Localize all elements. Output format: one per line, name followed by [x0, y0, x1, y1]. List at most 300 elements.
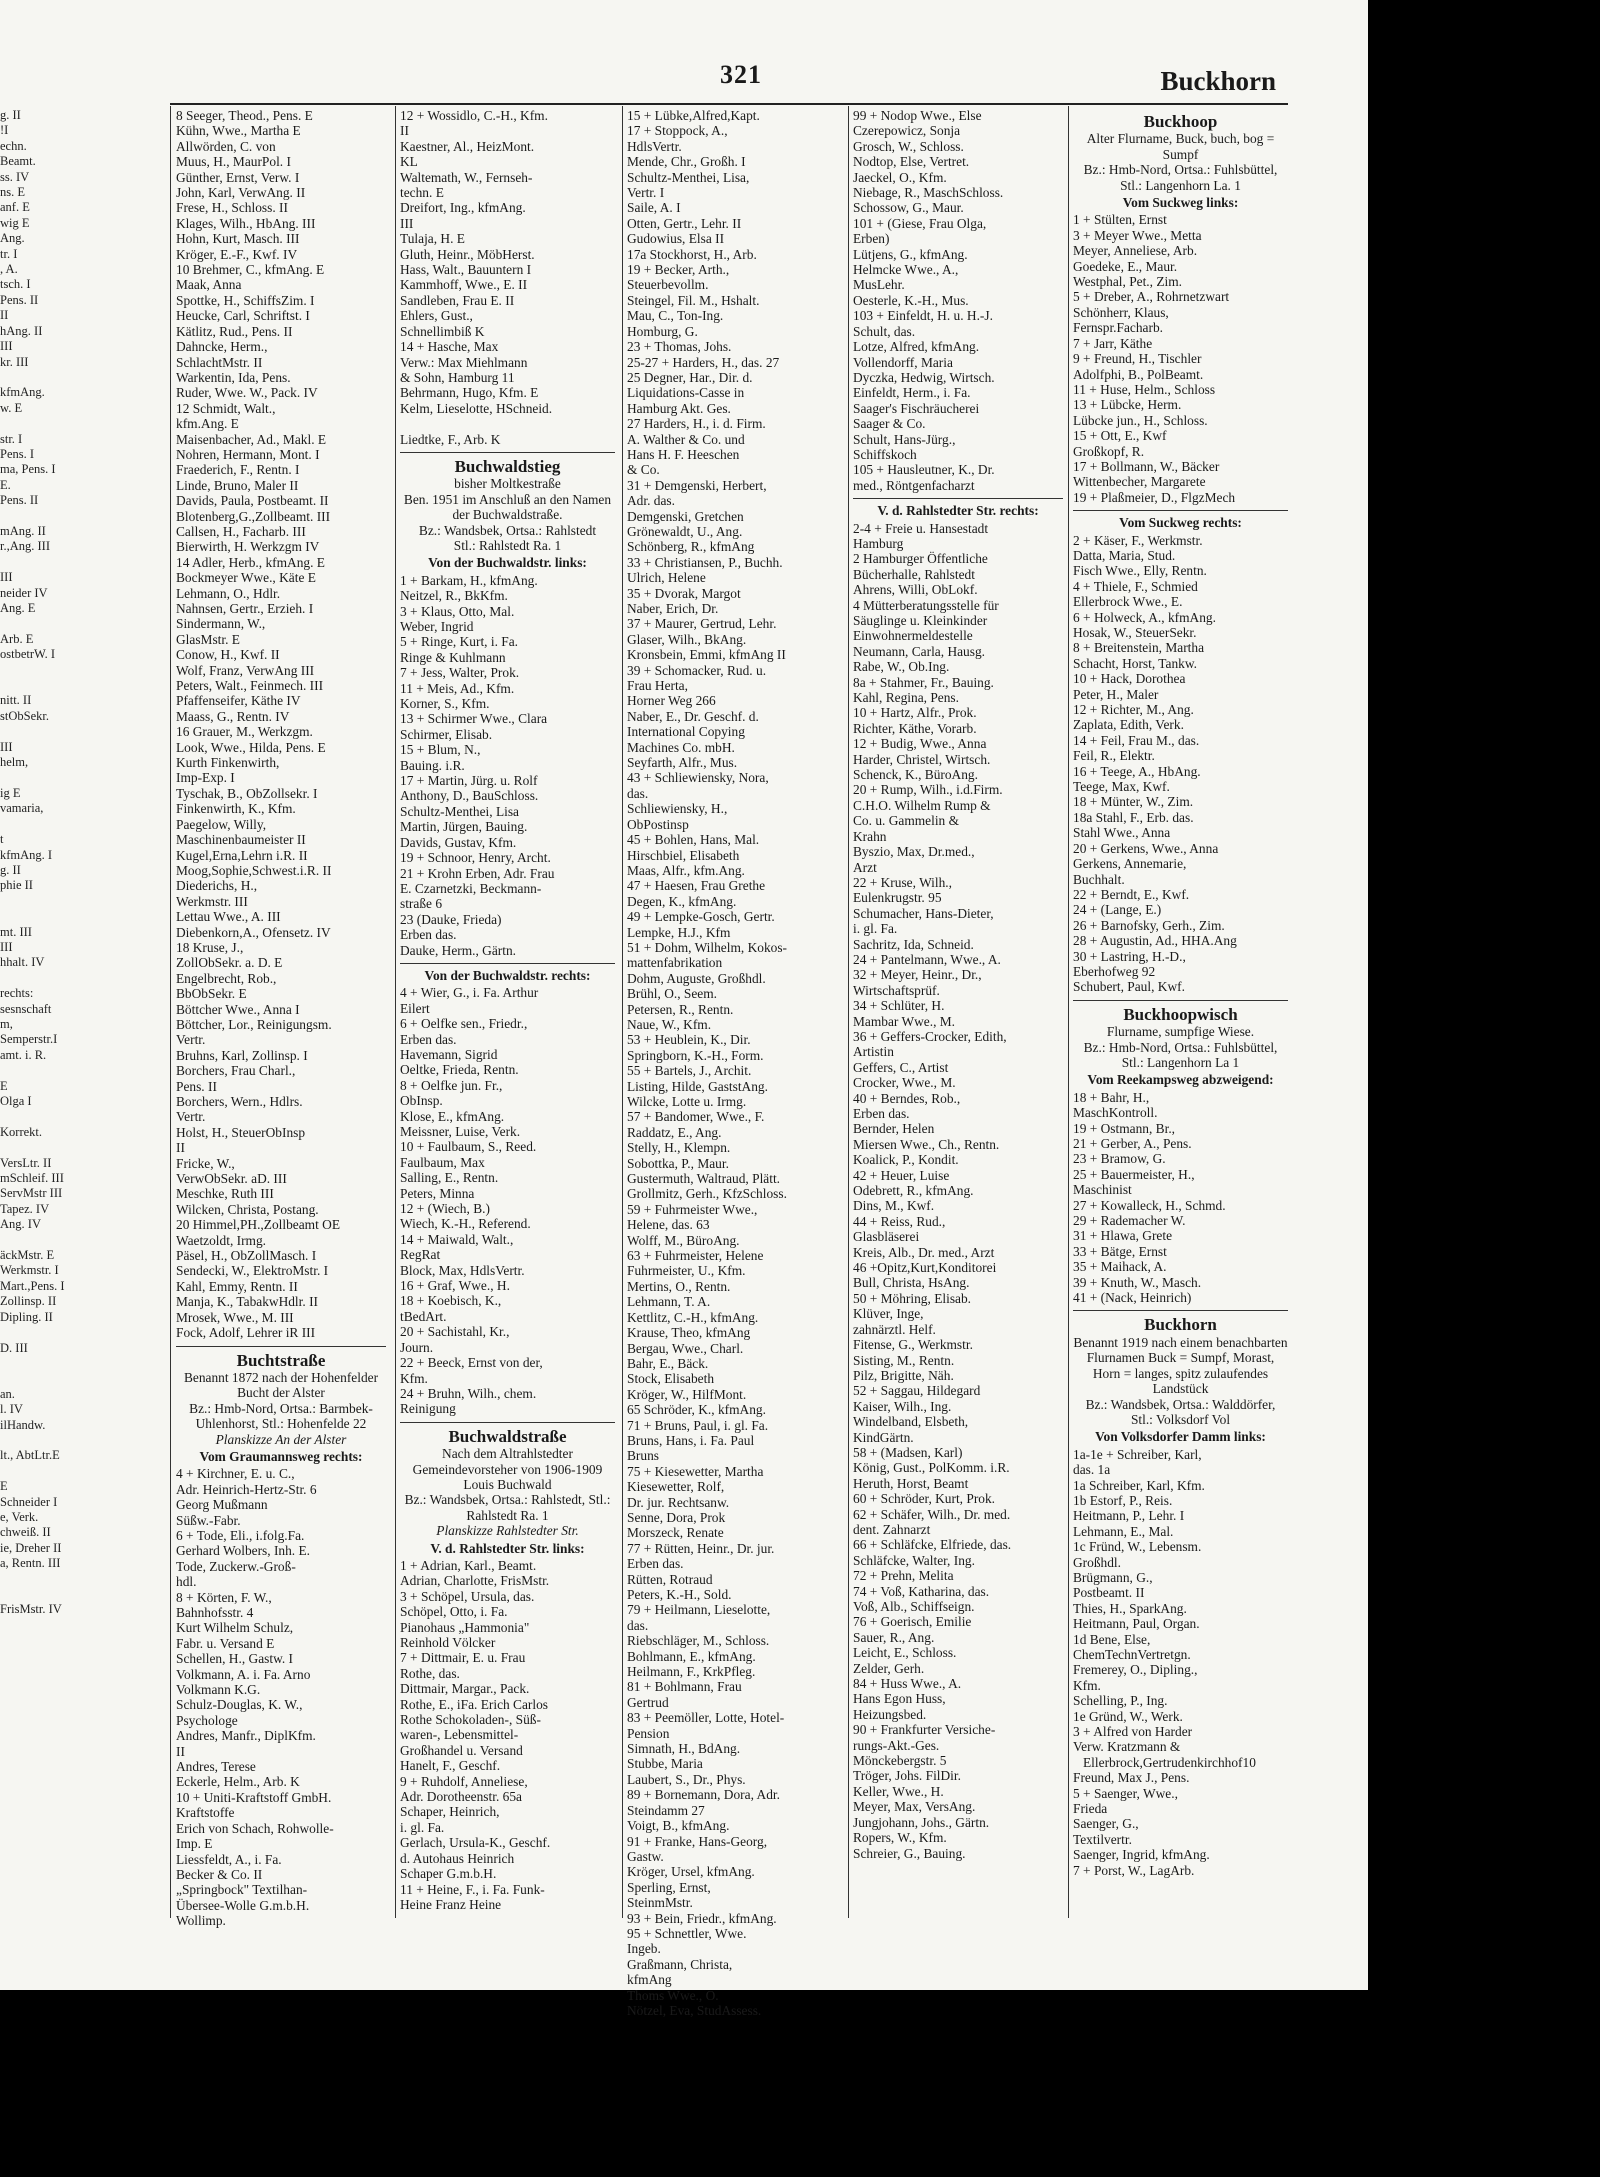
resident-entry: Glasbläserei — [853, 1229, 920, 1245]
left-edge-fragment — [0, 817, 86, 832]
resident-entry: HdlsVertr. — [627, 138, 682, 154]
resident-entry: Postbeamt. II — [1073, 1585, 1145, 1601]
resident-entry: 2 + Käser, F., Werkmstr. — [1073, 532, 1203, 548]
resident-entry: 16 + Teege, A., HbAng. — [1073, 763, 1201, 779]
resident-entry: Zelder, Gerh. — [853, 1660, 925, 1676]
resident-entry: III — [400, 215, 414, 231]
left-edge-fragment — [0, 1587, 86, 1602]
resident-entry: Maass, G., Rentn. IV — [176, 708, 290, 724]
resident-entry: Grönewaldt, U., Ang. — [627, 523, 743, 539]
resident-entry: Vollendorff, Maria — [853, 354, 953, 370]
resident-entry: Holst, H., SteuerObInsp — [176, 1124, 306, 1140]
resident-entry: Neitzel, R., BkKfm. — [400, 588, 508, 604]
resident-entry: 101 + (Giese, Frau Olga, — [853, 215, 987, 231]
resident-entry: 7 + Dittmair, E. u. Frau — [400, 1650, 526, 1666]
resident-entry: Senne, Dora, Prok — [627, 1509, 726, 1525]
resident-entry: 22 + Beeck, Ernst von der, — [400, 1355, 543, 1371]
resident-entry: Pilz, Brigitte, Näh. — [853, 1367, 954, 1383]
left-edge-fragment — [0, 724, 86, 739]
resident-entry: Kahl, Regina, Pens. — [853, 690, 959, 706]
resident-entry: 18 + Münter, W., Zim. — [1073, 794, 1194, 810]
resident-entry: Süßw.-Fabr. — [176, 1512, 241, 1528]
resident-entry: 18 + Bahr, H., — [1073, 1089, 1150, 1105]
resident-entry: Pens. II — [176, 1078, 217, 1094]
resident-entry: Maisenbacher, Ad., Makl. E — [176, 431, 327, 447]
resident-entry: Schaper G.m.b.H. — [400, 1866, 497, 1882]
resident-entry: 2-4 + Freie u. Hansestadt — [853, 520, 989, 536]
left-edge-fragment: rechts: — [0, 986, 34, 1001]
column-3 — [627, 108, 842, 2018]
resident-entry: Volkmann, A. i. Fa. Arno — [176, 1666, 311, 1682]
resident-entry: tBedArt. — [400, 1308, 447, 1324]
resident-entry: Erben das. — [400, 927, 457, 943]
page-number: 321 — [720, 60, 762, 89]
section-separator — [853, 498, 1063, 499]
resident-entry: Otten, Gertr., Lehr. II — [627, 215, 742, 231]
resident-entry: Helene, das. 63 — [627, 1217, 710, 1233]
left-edge-fragment: Pens. II — [0, 292, 39, 307]
resident-entry: Gerhard Wolbers, Inh. E. — [176, 1543, 311, 1559]
left-edge-fragment: ma, Pens. I — [0, 462, 56, 477]
resident-entry: Stahl Wwe., Anna — [1073, 825, 1171, 841]
resident-entry: Waltemath, W., Fernseh- — [400, 169, 533, 185]
resident-entry: Kühn, Wwe., Martha E — [176, 123, 301, 139]
resident-entry: Verw.: Max Miehlmann — [400, 354, 528, 370]
resident-entry: 33 + Bätge, Ernst — [1073, 1243, 1167, 1259]
resident-entry: 49 + Lempke-Gosch, Gertr. — [627, 909, 775, 925]
resident-entry: rungs-Akt.-Ges. — [853, 1737, 940, 1753]
resident-entry: waren-, Lebensmittel- — [400, 1727, 519, 1743]
resident-entry: 79 + Heilmann, Lieselotte, — [627, 1602, 771, 1618]
resident-entry: Ruder, Wwe. W., Pack. IV — [176, 385, 318, 401]
resident-entry: Paegelow, Willy, — [176, 816, 267, 832]
resident-entry: Kröger, E.-F., Kwf. IV — [176, 246, 298, 262]
resident-entry: Werkmstr. III — [176, 893, 248, 909]
left-edge-fragment: ilHandw. — [0, 1417, 46, 1432]
column-4 — [853, 108, 1063, 1920]
resident-entry: 4 + Wier, G., i. Fa. Arthur — [400, 985, 539, 1001]
resident-entry: Pianohaus „Hammonia" — [400, 1619, 530, 1635]
left-edge-fragment: Tapez. IV — [0, 1201, 50, 1216]
resident-entry: 91 + Franke, Hans-Georg, — [627, 1833, 768, 1849]
resident-entry: 7 + Jarr, Käthe — [1073, 335, 1153, 351]
street-heading: Buchwaldstraße — [448, 1426, 567, 1446]
left-edge-fragment: t — [0, 832, 4, 847]
resident-entry: Kraftstoffe — [176, 1805, 235, 1821]
resident-entry: 7 + Jess, Walter, Prok. — [400, 665, 520, 681]
resident-entry: 15 + Lübke,Alfred,Kapt. — [627, 108, 760, 123]
resident-entry: Schliewiensky, H., — [627, 801, 728, 817]
resident-entry: Eberhofweg 92 — [1073, 963, 1156, 979]
resident-entry: 37 + Maurer, Gertrud, Lehr. — [627, 616, 777, 632]
left-edge-fragment: Arb. E — [0, 631, 34, 646]
resident-entry: 19 + Plaßmeier, D., FlgzMech — [1073, 489, 1236, 505]
resident-entry: SchlachtMstr. II — [176, 354, 263, 370]
resident-entry: 24 + Pantelmann, Wwe., A. — [853, 951, 1001, 967]
resident-entry: Kiesewetter, Rolf, — [627, 1479, 725, 1495]
left-page-edge — [0, 108, 86, 1920]
left-edge-fragment — [0, 1433, 86, 1448]
resident-entry: Wiech, K.-H., Referend. — [400, 1216, 531, 1232]
resident-entry: Schult, Hans-Jürg., — [853, 431, 956, 447]
resident-entry: Pension — [627, 1725, 670, 1741]
left-edge-fragment: kfmAng. — [0, 385, 45, 400]
left-edge-fragment: Schneider I — [0, 1494, 58, 1509]
street-note: Bz.: Hmb-Nord, Ortsa.: Fuhlsbüttel, Stl.: Langenhorn La. 1 — [1083, 162, 1278, 193]
left-edge-fragment: FrisMstr. IV — [0, 1602, 62, 1617]
resident-entry: 4 Mütterberatungsstelle für — [853, 597, 999, 613]
resident-entry: Kröger, Ursel, kfmAng. — [627, 1864, 755, 1880]
resident-entry: 19 + Becker, Arth., — [627, 262, 730, 278]
resident-entry: das. — [627, 1617, 649, 1633]
left-edge-fragment: Ang. — [0, 231, 25, 246]
resident-entry: Morszeck, Renate — [627, 1525, 724, 1541]
resident-entry: Hans H. F. Heeschen — [627, 446, 740, 462]
resident-entry: 4 + Kirchner, E. u. C., — [176, 1466, 295, 1482]
resident-entry: Sachritz, Ida, Schneid. — [853, 936, 974, 952]
resident-entry: E. Czarnetzki, Beckmann- — [400, 880, 542, 896]
left-edge-fragment: amt. i. R. — [0, 1047, 47, 1062]
left-edge-fragment — [0, 1140, 86, 1155]
direction-subheading: Vom Reekampsweg abzweigend: — [1087, 1072, 1274, 1088]
resident-entry: 74 + Voß, Katharina, das. — [853, 1583, 990, 1599]
resident-entry: Schellen, H., Gastw. I — [176, 1651, 294, 1667]
resident-entry: Sisting, M., Rentn. — [853, 1352, 955, 1368]
resident-entry: 16 Grauer, M., Werkzgm. — [176, 724, 313, 740]
resident-entry: 27 + Kowalleck, H., Schmd. — [1073, 1197, 1226, 1213]
resident-entry: 10 + Faulbaum, S., Reed. — [400, 1139, 537, 1155]
resident-entry: Voß, Alb., Schiffseign. — [853, 1599, 975, 1614]
resident-entry: Fuhrmeister, U., Kfm. — [627, 1263, 746, 1279]
resident-entry: Fabr. u. Versand E — [176, 1635, 275, 1651]
resident-entry: Saager's Fischräucherei — [853, 400, 980, 416]
resident-entry: Kurth Finkenwirth, — [176, 755, 280, 771]
resident-entry: 1a-1e + Schreiber, Karl, — [1073, 1446, 1202, 1462]
resident-entry: Bruns, Hans, i. Fa. Paul — [627, 1432, 755, 1448]
resident-entry: SteinmMstr. — [627, 1895, 693, 1911]
resident-entry: Sobottka, P., Maur. — [627, 1155, 729, 1171]
left-edge-fragment: r.,Ang. III — [0, 539, 50, 554]
resident-entry: Demgenski, Gretchen — [627, 508, 744, 524]
resident-entry: 84 + Huss Wwe., A. — [853, 1676, 962, 1692]
resident-entry: Erben) — [853, 231, 890, 247]
resident-entry: Salling, E., Rentn. — [400, 1170, 499, 1186]
resident-entry: Ingeb. — [627, 1941, 661, 1957]
resident-entry: Callsen, H., Facharb. III — [176, 523, 306, 539]
direction-subheading: Von der Buchwaldstr. links: — [428, 555, 587, 571]
resident-entry: Andres, Terese — [176, 1759, 256, 1775]
resident-entry: II — [176, 1743, 185, 1759]
resident-entry: Ropers, W., Kfm. — [853, 1830, 947, 1846]
left-edge-fragment: mt. III — [0, 924, 32, 939]
resident-entry: Hirschbiel, Elisabeth — [627, 847, 740, 863]
resident-entry: kfm.Ang. E — [176, 416, 239, 432]
resident-entry: Mende, Chr., Großh. I — [627, 154, 746, 170]
resident-entry: Schulz-Douglas, K. W., — [176, 1697, 303, 1713]
resident-entry: Kaiser, Wilh., Ing. — [853, 1398, 952, 1414]
resident-entry: Schiffskoch — [853, 446, 917, 462]
resident-entry: Mrosek, Wwe., M. III — [176, 1309, 294, 1325]
left-edge-fragment: l. IV — [0, 1402, 23, 1417]
resident-entry: Adrian, Charlotte, FrisMstr. — [400, 1573, 550, 1589]
resident-entry: Adr. das. — [627, 493, 675, 509]
resident-entry: 93 + Bein, Friedr., kfmAng. — [627, 1910, 777, 1926]
resident-entry: Tulaja, H. E — [400, 231, 465, 247]
resident-entry: Schultz-Menthei, Lisa, — [627, 169, 750, 185]
resident-entry: Dreifort, Ing., kfmAng. — [400, 200, 526, 216]
left-edge-fragment: e, Verk. — [0, 1509, 39, 1524]
resident-entry: 20 + Rump, Wilh., i.d.Firm. — [853, 782, 1003, 798]
resident-entry: Oesterle, K.-H., Mus. — [853, 292, 969, 308]
resident-entry: Tode, Zuckerw.-Groß- — [176, 1558, 296, 1574]
resident-entry: Bahr, E., Bäck. — [627, 1355, 709, 1371]
resident-entry: 99 + Nodop Wwe., Else — [853, 108, 982, 123]
resident-entry: 1 + Adrian, Karl., Beamt. — [400, 1557, 537, 1573]
resident-entry: Saile, A. I — [627, 200, 681, 216]
resident-entry: 57 + Bandomer, Wwe., F. — [627, 1109, 765, 1125]
resident-entry: Schultz-Menthei, Lisa — [400, 803, 519, 819]
resident-entry: Thies, H., SparkAng. — [1073, 1600, 1187, 1616]
resident-entry: Böttcher Wwe., Anna I — [176, 1001, 300, 1017]
left-edge-fragment: !I — [0, 123, 9, 138]
resident-entry: 1c Fründ, W., Lebensm. — [1073, 1539, 1202, 1555]
resident-entry: Peters, K.-H., Sold. — [627, 1587, 732, 1602]
left-edge-fragment: echn. — [0, 138, 27, 153]
left-edge-fragment: hhalt. IV — [0, 955, 45, 970]
resident-entry: Adr. Dorotheenstr. 65a — [400, 1789, 522, 1805]
resident-entry: Kettlitz, C.-H., kfmAng. — [627, 1309, 759, 1325]
resident-entry: 15 + Ott, E., Kwf — [1073, 428, 1167, 444]
left-edge-fragment: ie, Dreher II — [0, 1540, 62, 1555]
left-edge-fragment: hAng. II — [0, 323, 43, 338]
resident-entry: Goedeke, E., Maur. — [1073, 258, 1178, 274]
left-edge-fragment — [0, 555, 86, 570]
left-edge-fragment: sesnschaft — [0, 1001, 52, 1016]
street-note: bisher Moltkestraße — [454, 476, 561, 492]
resident-entry: 55 + Bartels, J., Archit. — [627, 1063, 752, 1079]
resident-entry: Ahrens, Willi, ObLokf. — [853, 582, 978, 598]
resident-entry: 23 (Dauke, Frieda) — [400, 911, 502, 927]
resident-entry: 35 + Maihack, A. — [1073, 1259, 1167, 1275]
resident-entry: Moog,Sophie,Schwest.i.R. II — [176, 862, 332, 878]
resident-entry: ChemTechnVertretgn. — [1073, 1647, 1191, 1662]
left-edge-fragment — [0, 1356, 86, 1371]
resident-entry: Mambar Wwe., M. — [853, 1013, 956, 1029]
resident-entry: mattenfabrikation — [627, 955, 723, 971]
resident-entry: Jungjohann, Johs., Gärtn. — [853, 1814, 990, 1830]
resident-entry: 66 + Schläfcke, Elfriede, das. — [853, 1537, 1012, 1553]
left-edge-fragment: Zollinsp. II — [0, 1294, 57, 1309]
resident-entry: KindGärtn. — [853, 1429, 914, 1445]
left-edge-fragment: mAng. II — [0, 523, 46, 538]
resident-entry: Naber, E., Dr. Geschf. d. — [627, 708, 759, 724]
resident-entry: „Springbock" Textilhan- — [176, 1882, 308, 1898]
resident-entry: Günther, Ernst, Verw. I — [176, 169, 300, 185]
resident-entry: 12 + Richter, M., Ang. — [1073, 702, 1194, 718]
resident-entry: Jaeckel, O., Kfm. — [853, 169, 947, 185]
resident-entry: John, Karl, VerwAng. II — [176, 185, 306, 201]
left-edge-fragment — [0, 971, 86, 986]
resident-entry: Helmcke Wwe., A., — [853, 262, 959, 278]
resident-entry: Klages, Wilh., HbAng. III — [176, 215, 316, 231]
left-edge-fragment: Pens. I — [0, 446, 35, 461]
resident-entry: Liessfeldt, A., i. Fa. — [176, 1851, 282, 1867]
resident-entry: Heizungsbed. — [853, 1706, 927, 1722]
resident-entry: 13 + Schirmer Wwe., Clara — [400, 711, 548, 727]
resident-entry: Graßmann, Christa, — [627, 1956, 733, 1972]
left-edge-fragment: Semperstr.I — [0, 1032, 58, 1047]
resident-entry: Rothe, E., iFa. Erich Carlos — [400, 1696, 549, 1712]
resident-entry: 16 + Graf, Wwe., H. — [400, 1278, 510, 1294]
resident-entry: Engelbrecht, Rob., — [176, 970, 277, 986]
resident-entry: 9 + Freund, H., Tischler — [1073, 351, 1202, 367]
resident-entry: Schossow, G., Maur. — [853, 200, 964, 216]
resident-entry: II — [400, 123, 409, 139]
resident-entry: 14 Adler, Herb., kfmAng. E — [176, 554, 325, 570]
resident-entry: ObPostinsp — [627, 816, 689, 832]
resident-entry: 22 + Berndt, E., Kwf. — [1073, 886, 1190, 902]
resident-entry: Korner, S., Kfm. — [400, 696, 490, 712]
resident-entry: 5 + Dreber, A., Rohrnetzwart — [1073, 289, 1230, 305]
resident-entry: Odebrett, R., kfmAng. — [853, 1183, 974, 1199]
left-edge-fragment: III — [0, 939, 13, 954]
resident-entry: 11 + Heine, F., i. Fa. Funk- — [400, 1881, 545, 1897]
resident-entry: Dins, M., Kwf. — [853, 1198, 935, 1214]
plan-reference: Planskizze An der Alster — [215, 1431, 347, 1447]
left-edge-fragment: Ang. E — [0, 601, 36, 615]
direction-subheading: Vom Suckweg rechts: — [1119, 515, 1242, 531]
left-edge-fragment: Werkmstr. I — [0, 1263, 59, 1278]
resident-entry: 26 + Barnofsky, Gerh., Zim. — [1073, 917, 1225, 933]
resident-entry: Kronsbein, Emmi, kfmAng II — [627, 647, 786, 663]
resident-entry: Bauing. i.R. — [400, 757, 465, 773]
resident-entry: ObInsp. — [400, 1093, 443, 1109]
resident-entry: Kammhoff, Wwe., E. II — [400, 277, 528, 293]
resident-entry: C.H.O. Wilhelm Rump & — [853, 797, 991, 813]
left-edge-fragment — [0, 1572, 86, 1587]
resident-entry: Petersen, R., Rentn. — [627, 1001, 734, 1017]
resident-entry: Bierwirth, H. Werkzgm IV — [176, 539, 320, 555]
resident-entry: das. 1a — [1073, 1462, 1111, 1478]
resident-entry: 1e Gründ, W., Werk. — [1073, 1708, 1183, 1724]
resident-entry: Liedtke, F., Arb. K — [400, 431, 501, 447]
resident-entry: International Copying — [627, 724, 745, 740]
section-separator — [1073, 1000, 1288, 1001]
resident-entry: 34 + Schlüter, H. — [853, 998, 945, 1014]
street-note: Bz.: Wandsbek, Ortsa.: Rahlstedt, Stl.: Rahlstedt Ra. 1 — [404, 1492, 611, 1523]
resident-entry: Wirtschaftsprüf. — [853, 982, 940, 998]
resident-entry: Heitmann, Paul, Organ. — [1073, 1616, 1200, 1632]
resident-entry: Eulenkrugstr. 95 — [853, 890, 942, 906]
resident-entry: Spottke, H., SchiffsZim. I — [176, 292, 315, 308]
left-edge-fragment: II — [0, 308, 9, 323]
street-heading: Buckhoopwisch — [1123, 1004, 1238, 1024]
resident-entry: Schirmer, Elisab. — [400, 726, 493, 742]
resident-entry: Bull, Christa, HsAng. — [853, 1275, 970, 1291]
resident-entry: 83 + Peemöller, Lotte, Hotel- — [627, 1710, 785, 1726]
resident-entry: med., Röntgenfacharzt — [853, 477, 975, 493]
resident-entry: Schelling, P., Ing. — [1073, 1693, 1168, 1709]
resident-entry: Heitmann, P., Lehr. I — [1073, 1508, 1185, 1524]
resident-entry: 9 + Ruhdolf, Anneliese, — [400, 1773, 528, 1789]
left-edge-fragment — [0, 509, 86, 524]
resident-entry: 8 Seeger, Theod., Pens. E — [176, 108, 313, 123]
resident-entry: MusLehr. — [853, 277, 905, 293]
resident-entry: Andres, Manfr., DiplKfm. — [176, 1728, 316, 1744]
resident-entry: 14 + Hasche, Max — [400, 339, 499, 355]
resident-entry: Weber, Ingrid — [400, 619, 474, 634]
resident-entry: Sindermann, W., — [176, 616, 266, 632]
resident-entry: Meyer, Max, VersAng. — [853, 1799, 976, 1815]
resident-entry: 31 + Demgenski, Herbert, — [627, 477, 767, 493]
left-edge-fragment: lt., AbtLtr.E — [0, 1448, 60, 1463]
left-edge-fragment — [0, 678, 86, 693]
resident-entry: 76 + Goerisch, Emilie — [853, 1614, 972, 1630]
left-edge-fragment: wig E — [0, 215, 30, 230]
resident-entry: 50 + Möhring, Elisab. — [853, 1290, 972, 1306]
resident-entry: Peters, Walt., Feinmech. III — [176, 678, 324, 694]
resident-entry: Kahl, Emmy, Rentn. II — [176, 1278, 298, 1294]
resident-entry: Simnath, H., BdAng. — [627, 1741, 741, 1757]
resident-entry: Freund, Max J., Pens. — [1073, 1770, 1190, 1786]
left-edge-fragment: äckMstr. E — [0, 1248, 55, 1263]
resident-entry: Schubert, Paul, Kwf. — [1073, 979, 1185, 995]
left-edge-fragment: tsch. I — [0, 277, 31, 292]
resident-entry: Saager & Co. — [853, 416, 926, 432]
resident-entry: 32 + Meyer, Heinr., Dr., — [853, 967, 982, 983]
resident-entry: 28 + Augustin, Ad., HHA.Ang — [1073, 933, 1237, 949]
resident-entry: Lehmann, T. A. — [627, 1294, 711, 1310]
left-edge-fragment: ServMstr III — [0, 1186, 63, 1201]
left-edge-fragment: chweiß. II — [0, 1525, 51, 1540]
resident-entry: Adolfphi, B., PolBeamt. — [1073, 366, 1204, 382]
left-edge-fragment — [0, 663, 86, 678]
resident-entry: 1 + Barkam, H., kfmAng. — [400, 572, 538, 588]
left-edge-fragment — [0, 1464, 86, 1479]
resident-entry: 25 + Bauermeister, H., — [1073, 1166, 1195, 1182]
resident-entry: KL — [400, 154, 418, 170]
resident-entry: 72 + Prehn, Melita — [853, 1568, 954, 1584]
resident-entry: Lehmann, O., Hdlr. — [176, 585, 281, 601]
resident-entry: zahnärztl. Helf. — [853, 1321, 936, 1337]
resident-entry: 14 + Feil, Frau M., das. — [1073, 732, 1200, 748]
street-note: Alter Flurname, Buck, buch, bog = Sumpf — [1086, 131, 1275, 162]
resident-entry: Hohn, Kurt, Masch. III — [176, 231, 300, 247]
resident-entry: Westphal, Pet., Zim. — [1073, 274, 1183, 290]
resident-entry: Leicht, E., Schloss. — [853, 1645, 957, 1661]
resident-entry: 35 + Dvorak, Margot — [627, 585, 741, 601]
resident-entry: Reinigung — [400, 1401, 456, 1417]
resident-entry: Pfaffenseifer, Käthe IV — [176, 693, 301, 709]
street-heading: Buchtstraße — [236, 1350, 326, 1370]
direction-subheading: Vom Suckweg links: — [1122, 195, 1239, 211]
resident-entry: Tyschak, B., ObZollsekr. I — [176, 785, 318, 801]
resident-entry: Koalick, P., Kondit. — [853, 1152, 959, 1168]
resident-entry: Gerkens, Annemarie, — [1073, 856, 1187, 872]
left-edge-fragment: , A. — [0, 262, 18, 277]
resident-entry: 5 + Ringe, Kurt, i. Fa. — [400, 634, 519, 650]
resident-entry: Erben das. — [627, 1556, 684, 1572]
section-separator — [1073, 1310, 1288, 1311]
resident-entry: Schreier, G., Bauing. — [853, 1845, 966, 1861]
resident-entry: Dr. jur. Rechtsanw. — [627, 1494, 730, 1510]
resident-entry: 43 + Schliewiensky, Nora, — [627, 770, 769, 786]
resident-entry: Fraederich, F., Rentn. I — [176, 462, 300, 478]
resident-entry: Niebage, R., MaschSchloss. — [853, 185, 1004, 201]
resident-entry: Grollmitz, Gerh., KfzSchloss. — [627, 1186, 787, 1202]
resident-entry: 29 + Rademacher W. — [1073, 1213, 1186, 1229]
resident-entry: Bruhns, Karl, Zollinsp. I — [176, 1047, 308, 1063]
